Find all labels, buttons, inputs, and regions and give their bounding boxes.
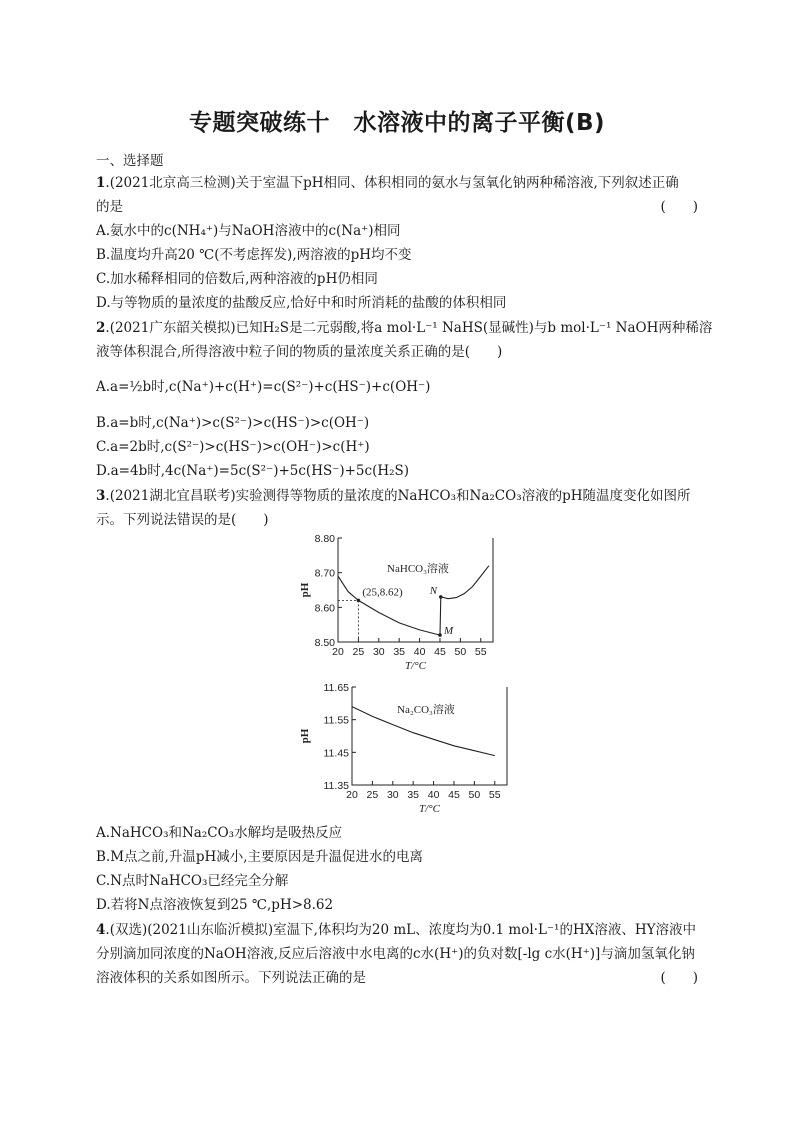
nahco3-ytick-label: 8.60 (314, 602, 335, 615)
q4-stem-line1 (96, 918, 696, 938)
nahco3-ytick-label: 8.70 (314, 567, 335, 580)
na2co3-ytick-label: 11.65 (323, 682, 349, 694)
nahco3-xtick-label: 25 (352, 646, 365, 658)
q4-number: 4 (96, 922, 106, 938)
na2co3-xtick-label: 55 (488, 789, 501, 801)
nahco3-xtick-label: 55 (474, 646, 487, 658)
q3-option-b: B.M点之前,升温pH减小,主要原因是升温促进水的电离 (96, 849, 424, 865)
na2co3-xtick-label: 30 (386, 789, 399, 801)
q1-stem-line2: 的是 (96, 199, 123, 215)
nahco3-chart-svg (298, 532, 508, 672)
nahco3-point-m-label: M (443, 625, 454, 638)
nahco3-series-line-1 (440, 597, 441, 635)
q2-number: 2 (96, 320, 106, 336)
na2co3-xtick-label: 50 (468, 789, 481, 801)
nahco3-axes (338, 538, 493, 642)
q2-option-b: B.a=b时,c(Na⁺)>c(S²⁻)>c(HS⁻)>c(OH⁻) (96, 415, 370, 431)
q2-option-c: C.a=2b时,c(S²⁻)>c(HS⁻)>c(OH⁻)>c(H⁺) (96, 439, 370, 455)
q1-number: 1 (96, 175, 106, 191)
q3-number: 3 (96, 488, 106, 504)
nahco3-ytick-label: 8.80 (314, 533, 335, 545)
q4-answer-paren: ( ) (660, 970, 698, 986)
na2co3-series-title: Na₂CO₃溶液 (397, 704, 455, 716)
q3-stem-line2: 示。下列说法错误的是( ) (96, 512, 269, 528)
q1-option-c: C.加水稀释相同的倍数后,两种溶液的pH仍相同 (96, 271, 378, 287)
nahco3-xtick-label: 30 (372, 646, 385, 658)
nahco3-marked-point (438, 633, 442, 637)
q1-stem-text1: .(2021北京高三检测)关于室温下pH相同、体积相同的氨水与氢氧化钠两种稀溶液,下列叙述正确 (105, 175, 679, 191)
na2co3-chart (298, 675, 508, 821)
q2-stem-line1 (96, 316, 712, 336)
na2co3-axes (352, 687, 507, 785)
nahco3-xlabel: T/°C (405, 660, 426, 672)
nahco3-ytick-label: 8.50 (314, 637, 335, 649)
nahco3-chart (298, 532, 508, 672)
nahco3-xtick-label: 35 (393, 646, 406, 658)
na2co3-xtick-label: 45 (448, 789, 460, 801)
nahco3-xtick-label: 40 (413, 646, 426, 658)
q2-option-a: A.a=½b时,c(Na⁺)+c(H⁺)=c(S²⁻)+c(HS⁻)+c(OH⁻) (96, 379, 431, 395)
q4-stem-text1: .(双选)(2021山东临沂模拟)室温下,体积均为20 mL、浓度均为0.1 mol·L⁻¹的HX溶液、HY溶液中 (105, 922, 697, 938)
nahco3-marked-point (439, 595, 443, 599)
na2co3-xtick-label: 35 (407, 789, 420, 801)
nahco3-xtick-label: 50 (454, 646, 467, 658)
na2co3-ytick-label: 11.55 (323, 714, 349, 727)
q1-option-b: B.温度均升高20 ℃(不考虑挥发),两溶液的pH均不变 (96, 247, 412, 263)
q3-option-c: C.N点时NaHCO₃已经完全分解 (96, 873, 289, 889)
nahco3-xtick-label: 45 (434, 646, 446, 658)
nahco3-marked-point (357, 599, 361, 603)
na2co3-xtick-label: 25 (366, 789, 379, 801)
nahco3-ylabel: pH (299, 582, 311, 598)
section-heading: 一、选择题 (96, 153, 164, 169)
q3-stem-line1 (96, 484, 691, 504)
nahco3-point-n-label: N (429, 584, 438, 597)
q2-stem-text1: .(2021广东韶关模拟)已知H₂S是二元弱酸,将a mol·L⁻¹ NaHS(显碱性)与b mol·L⁻¹ NaOH两种稀溶 (105, 320, 713, 336)
na2co3-ytick-label: 11.45 (323, 747, 349, 760)
q2-stem-line2: 液等体积混合,所得溶液中粒子间的物质的量浓度关系正确的是( ) (96, 344, 503, 360)
nahco3-xtick-label: 20 (332, 646, 344, 658)
nahco3-series-title: NaHCO₃溶液 (387, 563, 449, 575)
na2co3-ylabel: pH (299, 728, 311, 744)
q2-option-d: D.a=4b时,4c(Na⁺)=5c(S²⁻)+5c(HS⁻)+5c(H₂S) (96, 463, 410, 479)
na2co3-chart-svg (298, 675, 508, 817)
q3-stem-text1: .(2021湖北宜昌联考)实验测得等物质的量浓度的NaHCO₃和Na₂CO₃溶液的pH随温度变化如图所 (105, 488, 691, 504)
nahco3-annotation: (25,8.62) (362, 586, 403, 599)
nahco3-series-line-0 (338, 576, 440, 635)
q3-option-d: D.若将N点溶液恢复到25 ℃,pH>8.62 (96, 897, 334, 913)
page-title: 专题突破练十 水溶液中的离子平衡(B) (188, 110, 606, 136)
q1-option-a: A.氨水中的c(NH₄⁺)与NaOH溶液中的c(Na⁺)相同 (96, 223, 401, 239)
q1-answer-paren: ( ) (660, 199, 698, 215)
q4-stem-line2: 分别滴加同浓度的NaOH溶液,反应后溶液中水电离的c水(H⁺)的负对数[-lg c水(H⁺)]与滴加氢氧化钠 (96, 946, 695, 962)
q3-option-a: A.NaHCO₃和Na₂CO₃水解均是吸热反应 (96, 825, 343, 841)
na2co3-ytick-label: 11.35 (323, 780, 349, 792)
na2co3-xtick-label: 20 (346, 789, 358, 801)
q4-stem-line3: 溶液体积的关系如图所示。下列说法正确的是 (96, 970, 366, 986)
q1-stem-line1 (96, 171, 679, 191)
na2co3-xtick-label: 40 (427, 789, 440, 801)
na2co3-xlabel: T/°C (419, 803, 440, 815)
q1-option-d: D.与等物质的量浓度的盐酸反应,恰好中和时所消耗的盐酸的体积相同 (96, 295, 507, 311)
